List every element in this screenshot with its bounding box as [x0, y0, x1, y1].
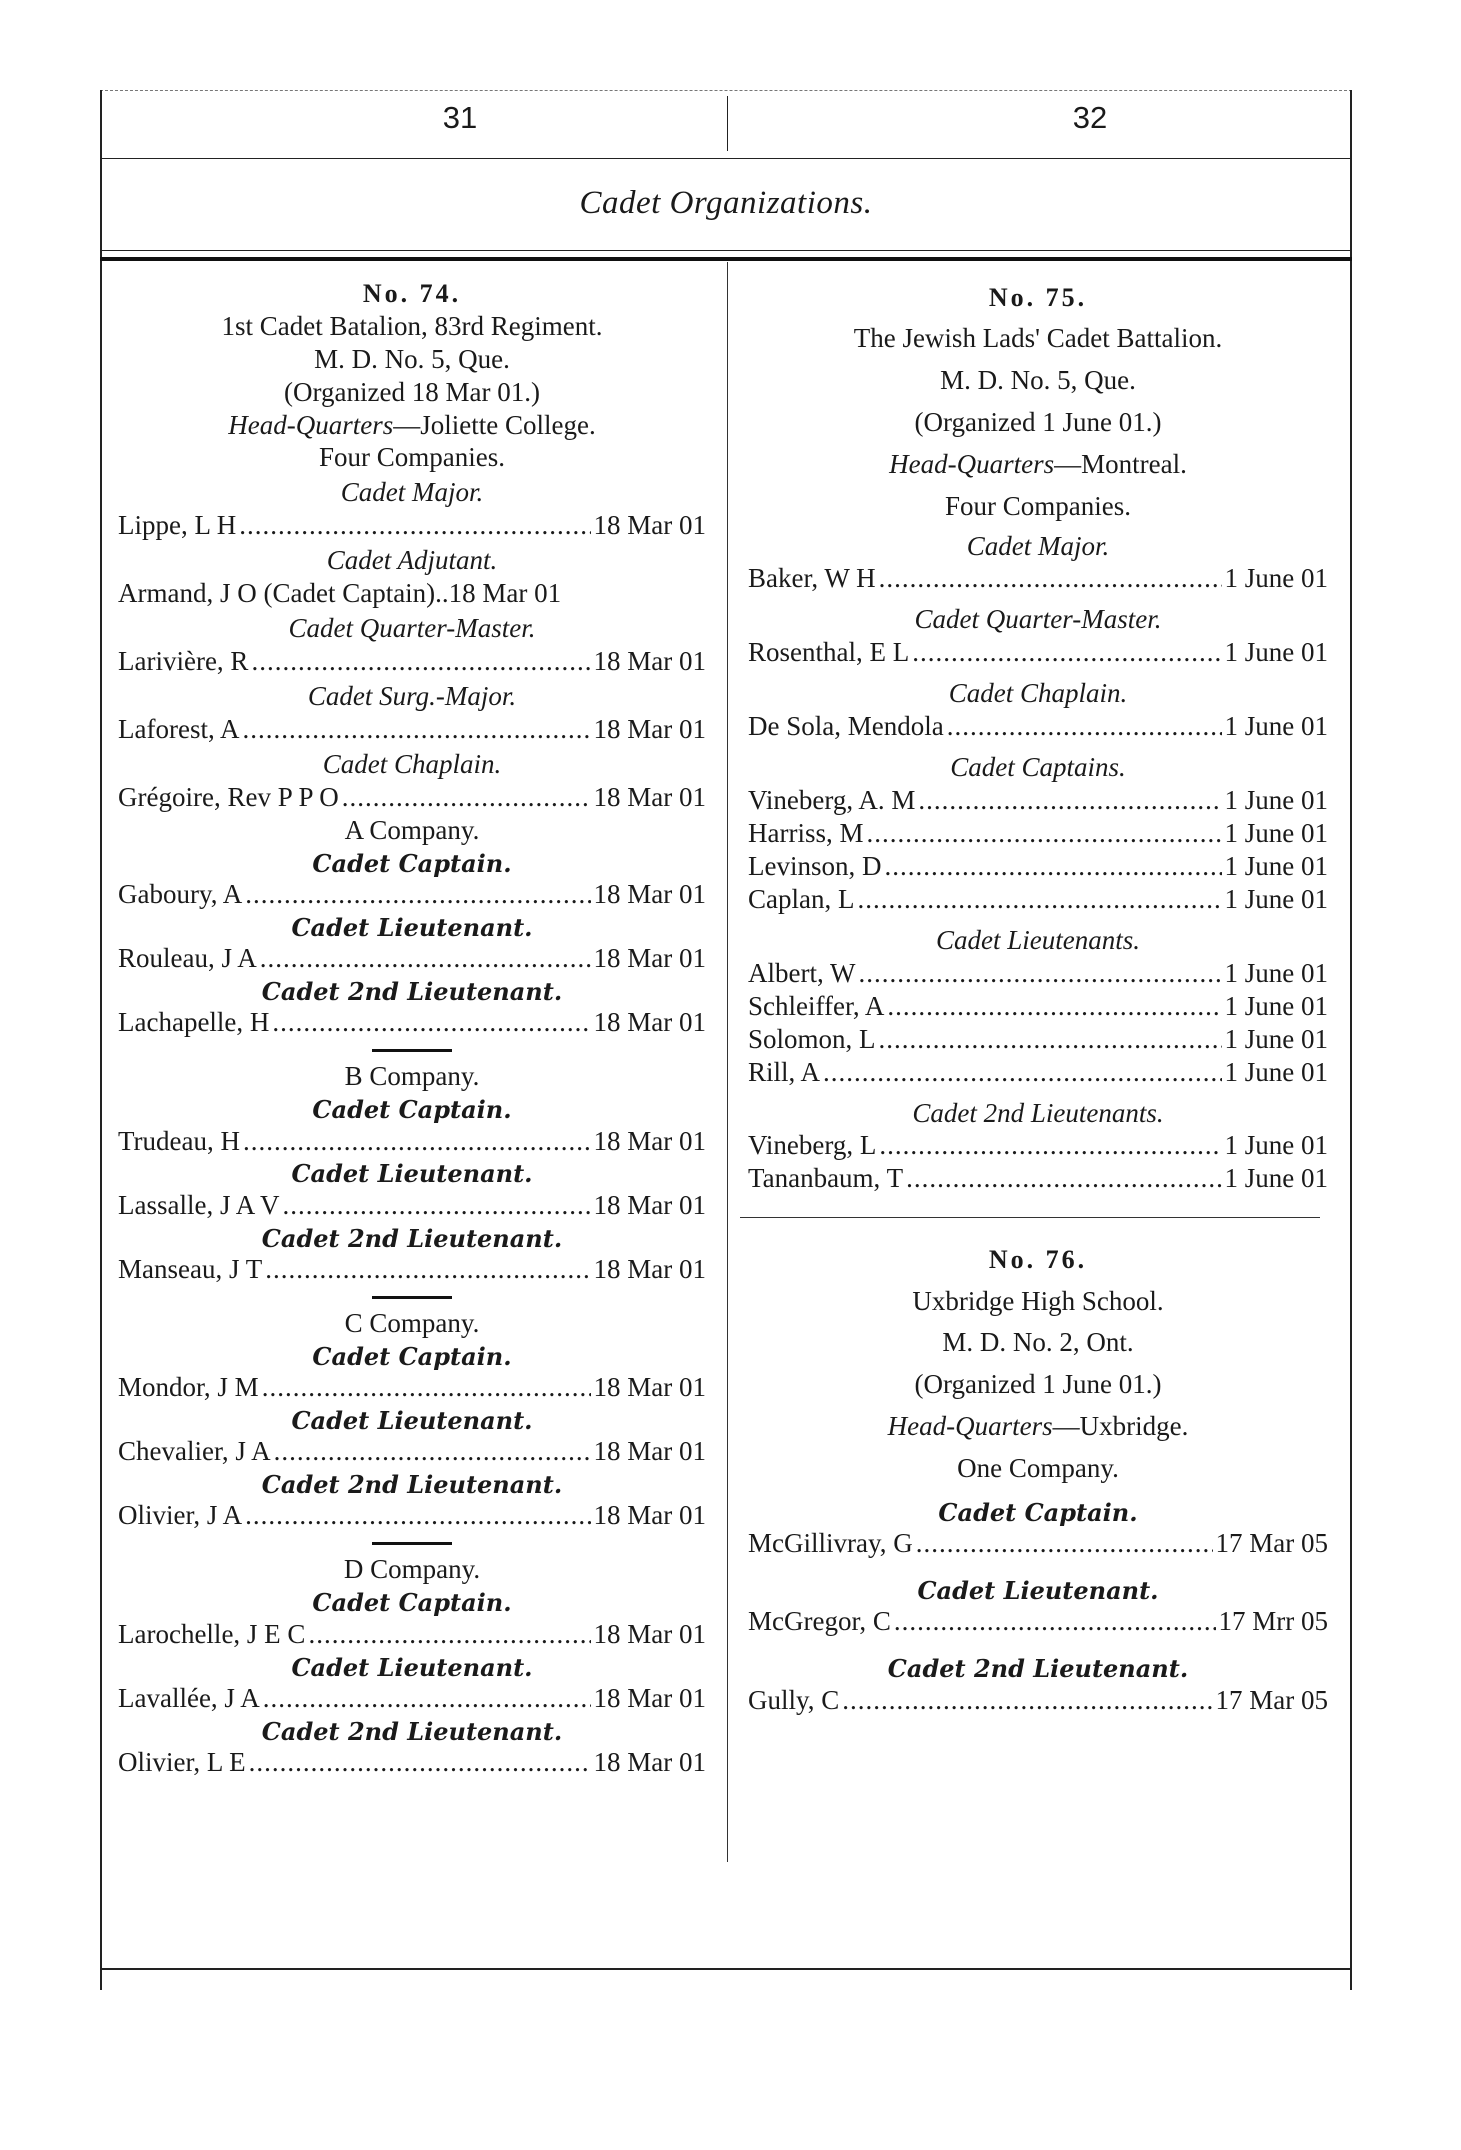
- right-border: [1350, 90, 1352, 1990]
- officer-date: 18 Mar 01: [593, 781, 706, 812]
- officer-name: Rosenthal, E L: [748, 637, 910, 668]
- officer-date: 1 June 01: [1224, 711, 1328, 742]
- officer-date: 18 Mar 01: [593, 1125, 706, 1156]
- rank-heading: Cadet Captains.: [950, 752, 1126, 783]
- officer-name: Olivier, L E: [118, 1747, 246, 1778]
- officer-entry: [748, 1684, 1328, 1717]
- rank-heading: Cadet Surg.-Major.: [307, 681, 517, 712]
- military-district: M. D. No. 2, Ont.: [942, 1327, 1134, 1358]
- officer-entry: [118, 878, 706, 911]
- officer-entry: [118, 781, 706, 814]
- organized-date: (Organized 1 June 01.): [914, 406, 1162, 437]
- rank-heading: Cadet Chaplain.: [948, 678, 1128, 709]
- org-number: No. 75.: [988, 283, 1088, 312]
- officer-date: 18 Mar 01: [593, 1253, 706, 1284]
- rank-heading: Cadet 2nd Lieutenants.: [912, 1097, 1164, 1128]
- officer-name: De Sola, Mendola: [748, 711, 944, 742]
- org-number: No. 74.: [362, 279, 462, 308]
- title-rule-thin: [100, 250, 1352, 251]
- rank-heading: Cadet Captain.: [312, 1588, 512, 1618]
- officer-date: 1 June 01: [1224, 1130, 1328, 1161]
- officer-name: Olivier, J A: [118, 1500, 243, 1531]
- officer-entry: [748, 1527, 1328, 1560]
- officer-date: 17 Mar 05: [1215, 1684, 1328, 1715]
- company-title: B Company.: [344, 1061, 480, 1092]
- officer-date: 18 Mar 01: [593, 1372, 706, 1403]
- officer-date: 18 Mar 01: [593, 713, 706, 744]
- officer-entry: [118, 1746, 706, 1779]
- title-rule-thick: [100, 257, 1352, 261]
- officer-name: Rouleau, J A: [118, 943, 257, 974]
- company-title: D Company.: [343, 1554, 481, 1585]
- officer-entry: [748, 817, 1328, 850]
- officer-name: Caplan, L: [748, 883, 855, 914]
- rank-heading: Cadet 2nd Lieutenant.: [261, 977, 563, 1007]
- org-block-no76: [748, 1240, 1328, 1490]
- officer-date: 1 June 01: [1224, 785, 1328, 816]
- rank-heading: Cadet 2nd Lieutenant.: [887, 1654, 1189, 1684]
- org-name: 1st Cadet Batalion, 83rd Regiment.: [221, 310, 603, 341]
- officer-date: 17 Mar 05: [1215, 1528, 1328, 1559]
- officer-date: 1 June 01: [1224, 818, 1328, 849]
- officer-entry: [118, 1371, 706, 1404]
- officer-entry: [748, 1162, 1328, 1195]
- top-dashed-border: [100, 90, 1352, 91]
- headquarters: [118, 409, 706, 442]
- officer-date: 1 June 01: [1224, 1056, 1328, 1087]
- officer-entry: [748, 636, 1328, 669]
- hq-label: Head-Quarters: [887, 1411, 1053, 1442]
- officer-entry: [118, 1253, 706, 1286]
- officer-entry: [748, 1056, 1328, 1089]
- officer-entry: [748, 1605, 1328, 1638]
- officer-entry: [118, 1499, 706, 1532]
- officer-entry: [118, 1682, 706, 1715]
- officer-date: 18 Mar 01: [593, 1682, 706, 1713]
- org-name: Uxbridge High School.: [912, 1285, 1164, 1316]
- officer-date: 1 June 01: [1224, 957, 1328, 988]
- officer-name: Laforest, A: [118, 713, 240, 744]
- hq-place: —Montreal.: [1054, 448, 1187, 479]
- rank-heading: Cadet Major.: [966, 530, 1110, 561]
- officer-name: Rill, A: [748, 1056, 821, 1087]
- officer-entry: [748, 784, 1328, 817]
- rank-heading: Cadet Captain.: [312, 1095, 512, 1125]
- rank-heading: Cadet Lieutenant.: [291, 1652, 533, 1682]
- officer-name: Larochelle, J E C: [118, 1618, 306, 1649]
- officer-name: Lippe, L H: [118, 510, 237, 541]
- officer-entry: [748, 990, 1328, 1023]
- officer-date: 17 Mrr 05: [1218, 1606, 1328, 1637]
- officer-name: Gaboury, A: [118, 878, 243, 909]
- officer-date: 18 Mar 01: [593, 646, 706, 677]
- officer-name: Vineberg, A. M: [748, 785, 916, 816]
- org-number: No. 76.: [988, 1245, 1088, 1275]
- officer-date: 18 Mar 01: [593, 510, 706, 541]
- company-separator: [372, 1049, 452, 1052]
- officer-date: 18 Mar 01: [593, 878, 706, 909]
- companies-count: One Company.: [957, 1453, 1119, 1483]
- officer-entry: [748, 710, 1328, 743]
- officer-name: McGillivray, G: [748, 1528, 913, 1559]
- officer-name: Chevalier, J A: [118, 1436, 271, 1467]
- officer-date: 1 June 01: [1224, 563, 1328, 594]
- officer-entry: [748, 850, 1328, 883]
- page-number-right: 32: [1072, 100, 1108, 135]
- officer-date: 1 June 01: [1224, 990, 1328, 1021]
- officer-entry: [118, 1006, 706, 1039]
- officer-entry: [118, 942, 706, 975]
- officer-name: Grégoire, Rev P P O: [118, 781, 339, 812]
- hq-place: —Uxbridge.: [1052, 1411, 1189, 1442]
- headquarters: [748, 1406, 1328, 1448]
- officer-entry: [118, 577, 706, 610]
- page-number-left: 31: [442, 100, 478, 135]
- headquarters: [748, 444, 1328, 486]
- header-rule: [100, 158, 1352, 159]
- officer-name: Larivière, R: [118, 646, 249, 677]
- company-title: C Company.: [344, 1307, 480, 1338]
- left-column-no74: [118, 268, 706, 1779]
- rank-heading: Cadet Captain.: [938, 1497, 1138, 1527]
- company-title: A Company.: [344, 814, 480, 845]
- left-border: [100, 90, 102, 1990]
- rank-heading: Cadet Quarter-Master.: [288, 613, 536, 644]
- officer-name: Mondor, J M: [118, 1372, 259, 1403]
- company-separator: [372, 1542, 452, 1545]
- right-column: [748, 268, 1328, 1716]
- officer-date: 18 Mar 01: [593, 1007, 706, 1038]
- officer-entry: [748, 1129, 1328, 1162]
- organization-separator: [740, 1217, 1320, 1218]
- officer-entry: [748, 1023, 1328, 1056]
- officer-name: Trudeau, H: [118, 1125, 241, 1156]
- officer-entry: [118, 645, 706, 678]
- rank-heading: Cadet Major.: [340, 477, 484, 508]
- rank-heading: Cadet Lieutenant.: [291, 912, 533, 942]
- officer-name: Schleiffer, A: [748, 990, 885, 1021]
- column-divider: [727, 262, 728, 1862]
- rank-heading: Cadet Quarter-Master.: [914, 604, 1162, 635]
- rank-heading: Cadet Adjutant.: [326, 545, 498, 576]
- officer-name: Solomon, L: [748, 1023, 876, 1054]
- page-number-divider: [727, 96, 728, 151]
- officer-name: Albert, W: [748, 957, 856, 988]
- officer-name: Levinson, D: [748, 850, 882, 881]
- ledger-page: [100, 90, 1352, 1990]
- officer-name: Gully, C: [748, 1684, 840, 1715]
- officer-entry: [118, 509, 706, 542]
- officer-name: Harriss, M: [748, 818, 864, 849]
- officer-name: Lassalle, J A V: [118, 1189, 280, 1220]
- rank-heading: Cadet Lieutenant.: [917, 1576, 1159, 1606]
- rank-heading: Cadet Chaplain.: [322, 748, 502, 779]
- officer-name: Vineberg, L: [748, 1130, 877, 1161]
- officer-entry: [118, 1618, 706, 1651]
- officer-date: 18 Mar 01: [593, 1618, 706, 1649]
- officer-date: 1 June 01: [1224, 883, 1328, 914]
- officer-name: Tananbaum, T: [748, 1163, 904, 1194]
- officer-entry: [118, 1125, 706, 1158]
- officer-date: 1 June 01: [1224, 850, 1328, 881]
- hq-place: —Joliette College.: [393, 409, 596, 440]
- rank-heading: Cadet Lieutenant.: [291, 1159, 533, 1189]
- officer-date: 1 June 01: [1224, 1163, 1328, 1194]
- officer-date: 18 Mar 01: [593, 1436, 706, 1467]
- officer-entry: [118, 1189, 706, 1222]
- officer-entry: [118, 713, 706, 746]
- officer-date: 1 June 01: [1224, 1023, 1328, 1054]
- hq-label: Head-Quarters: [889, 448, 1055, 479]
- officer-entry: [118, 1435, 706, 1468]
- officer-entry: [748, 957, 1328, 990]
- companies-count: Four Companies.: [319, 442, 505, 473]
- bottom-rule: [100, 1968, 1352, 1970]
- officer-date: 18 Mar 01: [593, 1747, 706, 1778]
- rank-heading: Cadet Lieutenant.: [291, 1406, 533, 1436]
- companies-count: Four Companies.: [945, 490, 1131, 521]
- officer-entry: [748, 562, 1328, 595]
- officer-name: Manseau, J T: [118, 1253, 263, 1284]
- hq-label: Head-Quarters: [228, 409, 394, 440]
- military-district: M. D. No. 5, Que.: [940, 365, 1136, 396]
- officer-date: 1 June 01: [1224, 637, 1328, 668]
- officer-date: 18 Mar 01: [593, 943, 706, 974]
- officer-name: Baker, W H: [748, 563, 876, 594]
- section-title: Cadet Organizations.: [579, 185, 873, 221]
- officer-date: 18 Mar 01: [593, 1500, 706, 1531]
- org-block-no75: [748, 278, 1328, 528]
- rank-heading: Cadet Captain.: [312, 1341, 512, 1371]
- company-separator: [372, 1296, 452, 1299]
- officer-name: Armand, J O (Cadet Captain)..: [118, 578, 449, 609]
- officer-name: Lachapelle, H: [118, 1007, 270, 1038]
- military-district: M. D. No. 5, Que.: [314, 343, 510, 374]
- rank-heading: Cadet 2nd Lieutenant.: [261, 1470, 563, 1500]
- officer-date: 18 Mar 01: [593, 1189, 706, 1220]
- officer-name: Lavallée, J A: [118, 1682, 260, 1713]
- rank-heading: Cadet 2nd Lieutenant.: [261, 1716, 563, 1746]
- rank-heading: Cadet 2nd Lieutenant.: [261, 1223, 563, 1253]
- org-name: The Jewish Lads' Cadet Battalion.: [853, 323, 1223, 354]
- rank-heading: Cadet Captain.: [312, 848, 512, 878]
- officer-name: McGregor, C: [748, 1606, 891, 1637]
- organized-date: (Organized 18 Mar 01.): [284, 376, 540, 407]
- organized-date: (Organized 1 June 01.): [914, 1369, 1162, 1400]
- rank-heading: Cadet Lieutenants.: [936, 924, 1140, 955]
- officer-date: 18 Mar 01: [448, 578, 562, 609]
- officer-entry: [748, 883, 1328, 916]
